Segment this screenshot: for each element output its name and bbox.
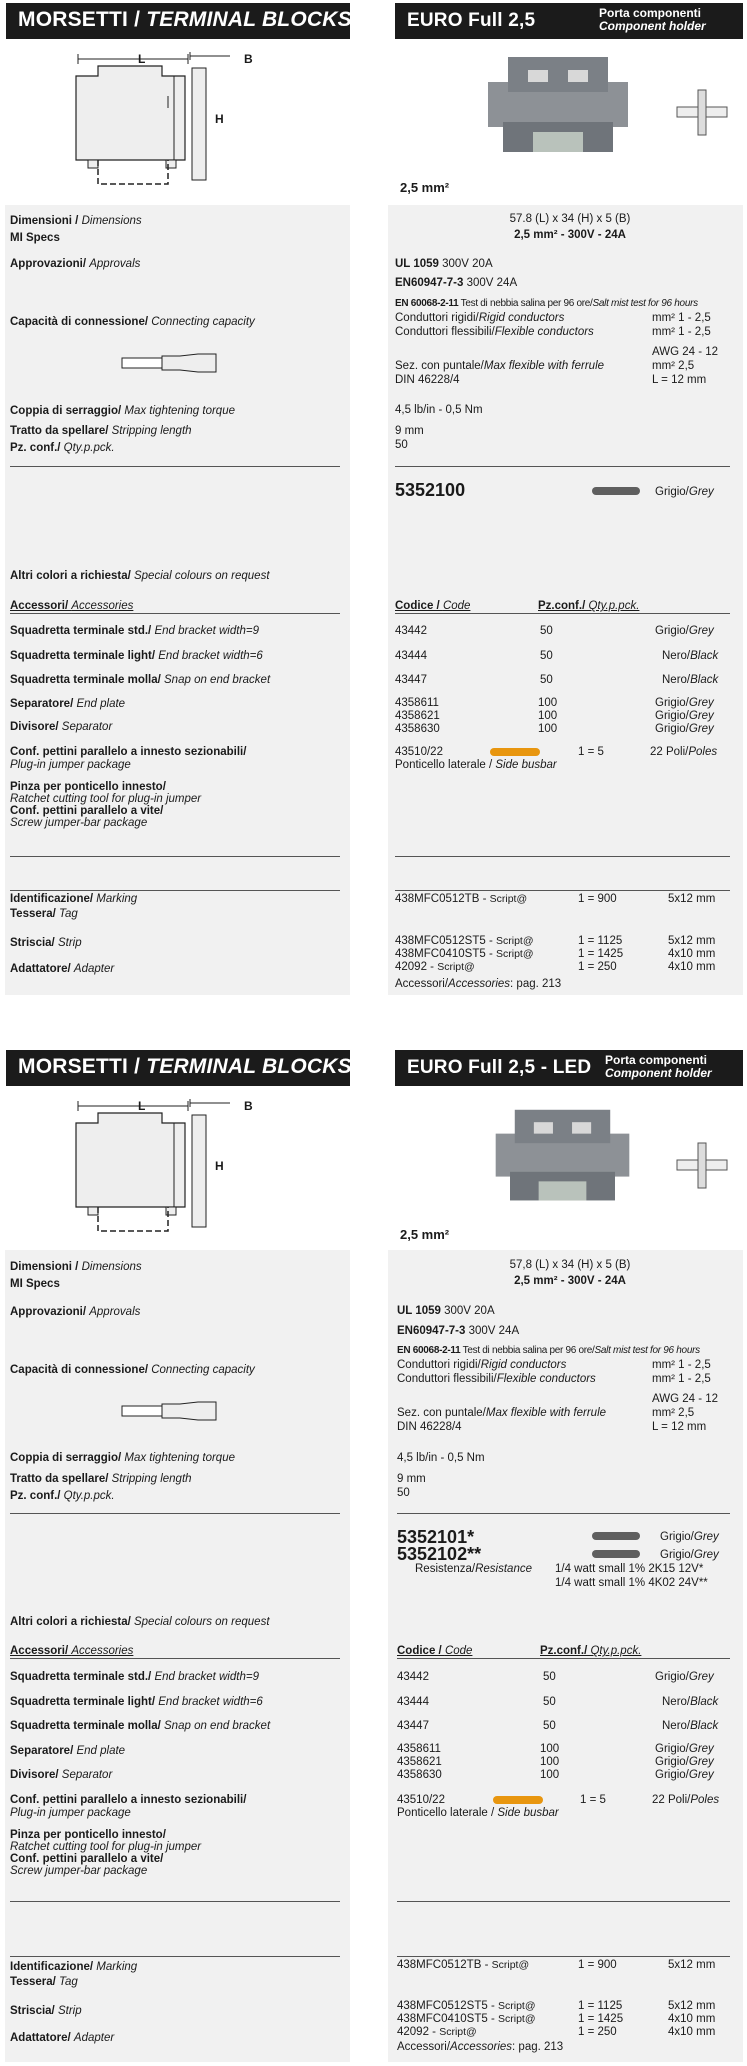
sep-colors: Grigio/Grey Grigio/Grey Grigio/Grey <box>655 697 714 735</box>
label-jumper-package-2: Conf. pettini parallelo a innesto sezionabili/ Plug-in jumper package <box>10 1794 247 1819</box>
dim-H-2: H <box>215 1159 224 1173</box>
strip-size: 5x12 mm 4x10 mm 4x10 mm <box>668 935 716 973</box>
spec-ferrule-2: Sez. con puntale/Max flexible with ferrule <box>397 1407 607 1419</box>
acc-qty: 50 <box>540 674 553 686</box>
label-dimensions: Dimensioni / Dimensions <box>10 215 142 227</box>
spec-salt-mist-2: EN 60068-2-11 Test di nebbia salina per 96 ore/Salt mist test for 96 hours <box>397 1345 700 1356</box>
label-mi-specs-2: MI Specs <box>10 1278 60 1290</box>
left-header-2: MORSETTI / TERMINAL BLOCKS <box>6 1050 350 1086</box>
ferrule-icon <box>120 352 220 374</box>
dim-B-2: B <box>244 1099 253 1113</box>
comb-code-2: 43510/22 <box>397 1794 445 1806</box>
spec-flex-2: Conduttori flessibili/Flexible conductors <box>397 1373 596 1385</box>
resistance-label: Resistenza/Resistance <box>415 1563 532 1575</box>
spec-torque-2: 4,5 lb/in - 0,5 Nm <box>397 1452 485 1464</box>
orange-swatch <box>490 748 540 756</box>
product-code-2: 5352102** <box>397 1544 482 1564</box>
spec-strip: 9 mm <box>395 425 424 437</box>
spec-ferrule: Sez. con puntale/Max flexible with ferrule <box>395 360 605 372</box>
label-end-plate-2: Separatore/ End plate <box>10 1745 126 1757</box>
label-stripping-2: Tratto da spellare/ Stripping length <box>10 1473 192 1485</box>
comb-code: 43510/22 <box>395 746 443 758</box>
left-header: MORSETTI / TERMINAL BLOCKS <box>6 3 350 39</box>
dim-L: L <box>138 52 146 66</box>
spec-rating-2: 2,5 mm² - 300V - 24A <box>514 1275 626 1287</box>
label-tag-2: Tessera/ Tag <box>10 1976 78 1988</box>
label-mi-specs: MI Specs <box>10 232 60 244</box>
sep-codes-2: 4358611 4358621 4358630 <box>397 1743 442 1781</box>
sep-colors-2: Grigio/Grey Grigio/Grey Grigio/Grey <box>655 1743 714 1781</box>
spec-din-value: L = 12 mm <box>652 374 707 386</box>
label-end-bracket-light-2: Squadretta terminale light/ End bracket width=6 <box>10 1696 263 1708</box>
acc-color: Nero/Black <box>662 1720 719 1732</box>
accessories-note-2: Accessori/Accessories: pag. 213 <box>397 2041 564 2053</box>
resistance-2: 1/4 watt small 1% 4K02 24V** <box>555 1577 708 1589</box>
spec-din-value-2: L = 12 mm <box>652 1421 707 1433</box>
spec-ferrule-value: mm² 2,5 <box>652 360 695 372</box>
spec-ferrule-value-2: mm² 2,5 <box>652 1407 695 1419</box>
spec-en: EN60947-7-3 300V 24A <box>395 277 518 289</box>
comb-qty-2: 1 = 5 <box>580 1794 606 1806</box>
comb-poles: 22 Poli/Poles <box>650 746 718 758</box>
ferrule-icon-2 <box>120 1400 220 1422</box>
label-adapter: Adattatore/ Adapter <box>10 963 115 975</box>
section-size-2: 2,5 mm² <box>400 1227 450 1242</box>
acc-color: Nero/Black <box>662 674 719 686</box>
label-connecting-capacity: Capacità di connessione/ Connecting capacity <box>10 316 255 328</box>
acc-color: Grigio/Grey <box>655 1671 714 1683</box>
spec-salt-mist: EN 60068-2-11 Test di nebbia salina per 96 ore/Salt mist test for 96 hours <box>395 298 698 309</box>
right-header-2: EURO Full 2,5 - LED Porta componenti Component holder <box>395 1050 743 1086</box>
side-busbar-2: Ponticello laterale / Side busbar <box>397 1807 559 1819</box>
label-jumper-package: Conf. pettini parallelo a innesto sezionabili/ Plug-in jumper package <box>10 746 247 771</box>
label-end-bracket-std-2: Squadretta terminale std./ End bracket width=9 <box>10 1671 259 1683</box>
acc-header-code-2: Codice / Code <box>397 1645 473 1657</box>
spec-dims: 57.8 (L) x 34 (H) x 5 (B) <box>509 213 631 225</box>
label-cutting-tool-2: Pinza per ponticello innesto/ Ratchet cutting tool for plug-in jumper Conf. pettini parallelo a vite/ Screw jumper-bar package <box>10 1829 202 1877</box>
spec-flex: Conduttori flessibili/Flexible conductors <box>395 326 594 338</box>
grey-swatch <box>592 1532 640 1540</box>
spec-rigid-2: Conduttori rigidi/Rigid conductors <box>397 1359 567 1371</box>
label-torque: Coppia di serraggio/ Max tightening torque <box>10 405 235 417</box>
acc-header-code: Codice / Code <box>395 600 471 612</box>
acc-qty: 50 <box>543 1696 556 1708</box>
label-marking-2: Identificazione/ Marking <box>10 1961 138 1973</box>
label-marking: Identificazione/ Marking <box>10 893 138 905</box>
strip-qty-2: 1 = 1125 1 = 1425 1 = 250 <box>578 2000 624 2038</box>
spec-ul-2: UL 1059 300V 20A <box>397 1305 495 1317</box>
terminal-dimension-drawing-2 <box>70 1095 280 1235</box>
sep-qty: 100 100 100 <box>538 697 558 735</box>
label-torque-2: Coppia di serraggio/ Max tightening torque <box>10 1452 235 1464</box>
spec-rigid-value-2: mm² 1 - 2,5 <box>652 1359 711 1371</box>
product-image <box>483 52 633 162</box>
label-stripping: Tratto da spellare/ Stripping length <box>10 425 192 437</box>
sep-qty-2: 100 100 100 <box>540 1743 560 1781</box>
spec-en-2: EN60947-7-3 300V 24A <box>397 1325 520 1337</box>
grey-swatch <box>592 1550 640 1558</box>
label-strip-2: Striscia/ Strip <box>10 2005 82 2017</box>
dim-H: H <box>215 112 224 126</box>
label-special-colours-2: Altri colori a richiesta/ Special colours on request <box>10 1616 270 1628</box>
acc-header-qty: Pz.conf./ Qty.p.pck. <box>538 600 640 612</box>
acc-code: 43444 <box>397 1696 429 1708</box>
acc-qty: 50 <box>543 1720 556 1732</box>
label-end-plate: Separatore/ End plate <box>10 698 126 710</box>
label-special-colours: Altri colori a richiesta/ Special colours on request <box>10 570 270 582</box>
side-busbar: Ponticello laterale / Side busbar <box>395 759 557 771</box>
section-size: 2,5 mm² <box>400 180 450 195</box>
label-qty-2: Pz. conf./ Qty.p.pck. <box>10 1490 115 1502</box>
acc-qty: 50 <box>543 1671 556 1683</box>
label-connecting-capacity-2: Capacità di connessione/ Connecting capacity <box>10 1364 255 1376</box>
comb-qty: 1 = 5 <box>578 746 604 758</box>
sep-codes: 4358611 4358621 4358630 <box>395 697 440 735</box>
spec-strip-2: 9 mm <box>397 1473 426 1485</box>
label-end-bracket-std: Squadretta terminale std./ End bracket width=9 <box>10 625 259 637</box>
acc-qty: 50 <box>540 650 553 662</box>
label-tag: Tessera/ Tag <box>10 908 78 920</box>
strip-codes-2: 438MFC0512ST5 - Script@ 438MFC0410ST5 - Script@ 42092 - Script@ <box>397 2000 536 2038</box>
label-snap-bracket: Squadretta terminale molla/ Snap on end bracket <box>10 674 271 686</box>
label-qty: Pz. conf./ Qty.p.pck. <box>10 442 115 454</box>
right-header: EURO Full 2,5 Porta componenti Component holder <box>395 3 743 39</box>
label-approvals-2: Approvazioni/ Approvals <box>10 1306 141 1318</box>
marking-size: 5x12 mm <box>668 893 716 905</box>
strip-size-2: 5x12 mm 4x10 mm 4x10 mm <box>668 2000 716 2038</box>
label-dimensions-2: Dimensioni / Dimensions <box>10 1261 142 1273</box>
strip-codes: 438MFC0512ST5 - Script@ 438MFC0410ST5 - Script@ 42092 - Script@ <box>395 935 534 973</box>
spec-flex-value-2: mm² 1 - 2,5 <box>652 1373 711 1385</box>
resistance-1: 1/4 watt small 1% 2K15 12V* <box>555 1563 704 1575</box>
acc-code: 43447 <box>395 674 427 686</box>
product-color-2: Grigio/Grey <box>660 1549 719 1561</box>
comb-poles-2: 22 Poli/Poles <box>652 1794 720 1806</box>
dim-B: B <box>244 52 253 66</box>
acc-qty: 50 <box>540 625 553 637</box>
spec-awg-2: AWG 24 - 12 <box>652 1393 719 1405</box>
label-separator-2: Divisore/ Separator <box>10 1769 113 1781</box>
label-accessories: Accessori/ Accessories <box>10 600 134 612</box>
dim-L-2: L <box>138 1099 146 1113</box>
strip-qty: 1 = 1125 1 = 1425 1 = 250 <box>578 935 624 973</box>
label-adapter-2: Adattatore/ Adapter <box>10 2032 115 2044</box>
acc-color: Grigio/Grey <box>655 625 714 637</box>
product-image-2 <box>490 1105 635 1210</box>
acc-color: Nero/Black <box>662 650 719 662</box>
label-strip: Striscia/ Strip <box>10 937 82 949</box>
spec-qty: 50 <box>395 439 408 451</box>
grey-swatch <box>592 487 640 495</box>
label-end-bracket-light: Squadretta terminale light/ End bracket width=6 <box>10 650 263 662</box>
product-code-1: 5352101* <box>397 1527 475 1547</box>
spec-dims-2: 57,8 (L) x 34 (H) x 5 (B) <box>509 1259 631 1271</box>
acc-color: Nero/Black <box>662 1696 719 1708</box>
marking-qty-2: 1 = 900 <box>578 1959 617 1971</box>
spec-rating: 2,5 mm² - 300V - 24A <box>514 229 626 241</box>
terminal-dimension-drawing <box>70 48 280 188</box>
label-approvals: Approvazioni/ Approvals <box>10 258 141 270</box>
acc-code: 43442 <box>395 625 427 637</box>
product-color: Grigio/Grey <box>655 486 714 498</box>
acc-code: 43447 <box>397 1720 429 1732</box>
marking-row-2: 438MFC0512TB - Script@ <box>397 1959 530 1971</box>
acc-header-qty-2: Pz.conf./ Qty.p.pck. <box>540 1645 642 1657</box>
spec-flex-value: mm² 1 - 2,5 <box>652 326 711 338</box>
marking-size-2: 5x12 mm <box>668 1959 716 1971</box>
acc-code: 43442 <box>397 1671 429 1683</box>
side-view-image-2 <box>672 1138 732 1193</box>
marking-qty: 1 = 900 <box>578 893 617 905</box>
spec-ul: UL 1059 300V 20A <box>395 258 493 270</box>
spec-din: DIN 46228/4 <box>395 374 460 386</box>
label-accessories-2: Accessori/ Accessories <box>10 1645 134 1657</box>
spec-qty-2: 50 <box>397 1487 410 1499</box>
orange-swatch <box>493 1796 543 1804</box>
acc-code: 43444 <box>395 650 427 662</box>
product-code: 5352100 <box>395 480 466 500</box>
spec-awg: AWG 24 - 12 <box>652 346 719 358</box>
label-separator: Divisore/ Separator <box>10 721 113 733</box>
side-view-image <box>672 85 732 140</box>
spec-rigid: Conduttori rigidi/Rigid conductors <box>395 312 565 324</box>
spec-torque: 4,5 lb/in - 0,5 Nm <box>395 404 483 416</box>
product-color-1: Grigio/Grey <box>660 1531 719 1543</box>
spec-din-2: DIN 46228/4 <box>397 1421 462 1433</box>
accessories-note: Accessori/Accessories: pag. 213 <box>395 978 562 990</box>
label-cutting-tool: Pinza per ponticello innesto/ Ratchet cutting tool for plug-in jumper Conf. pettini parallelo a vite/ Screw jumper-bar package <box>10 781 202 829</box>
marking-row: 438MFC0512TB - Script@ <box>395 893 528 905</box>
spec-rigid-value: mm² 1 - 2,5 <box>652 312 711 324</box>
label-snap-bracket-2: Squadretta terminale molla/ Snap on end bracket <box>10 1720 271 1732</box>
